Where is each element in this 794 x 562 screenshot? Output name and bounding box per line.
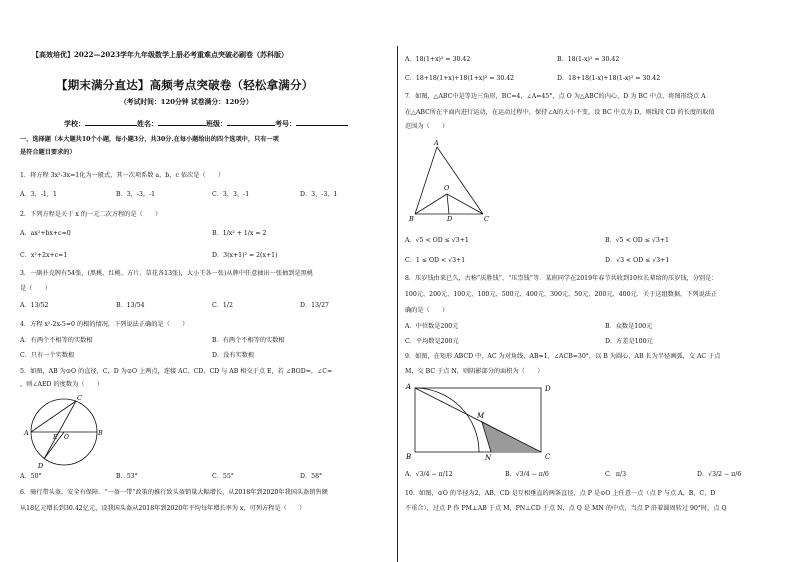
- q5-circle-figure: [22, 392, 102, 472]
- q3-option-b[interactable]: B．13/54: [116, 302, 145, 309]
- q9-label-c: C: [545, 453, 551, 461]
- section1-heading-cont: 是符合题目要求的）: [20, 149, 76, 156]
- q5-option-d[interactable]: D．58°: [300, 473, 323, 480]
- q9-option-c[interactable]: C．π/3: [605, 471, 627, 478]
- q5-label-c: C: [77, 394, 82, 402]
- q2-option-b[interactable]: B．1/x² + 1/x = 2: [212, 230, 267, 237]
- q7-stem-cont: 在△ABC所在平面内进行运动，在运动过程中，保持∠A的大小不变，设 BC 中点为 D，则线段 CD 的长度的取值: [405, 109, 715, 116]
- q5-label-b: B: [98, 429, 103, 437]
- q3-option-c[interactable]: C．1/2: [212, 302, 233, 309]
- q5-label-o: O: [64, 434, 69, 441]
- q9-stem: 9．如图，在矩形 ABCD 中，AC 为对角线，AB=1，∠ACB=30°，以 B 为圆心，AB 长为半径画弧，交 AC 于点: [405, 353, 721, 360]
- q5-stem: 5．如图，AB 为⊙O 的直径，C，D 为⊙O 上两点，连接 AC、CD，CD 与 AB 相交于点 E，若 ∠BOD=，∠C=: [20, 368, 333, 375]
- q9-label-b: B: [406, 453, 412, 461]
- q2-option-d[interactable]: D．3(x+1)² = 2(x+1): [212, 252, 278, 259]
- q3-stem-cont: 是（ ）: [20, 285, 51, 292]
- id-field[interactable]: [296, 119, 348, 126]
- name-label: 姓名：: [137, 119, 158, 128]
- q2-option-c[interactable]: C．x²+2x+c=1: [20, 252, 68, 259]
- q8-stem-cont: 100元、200元、100元、100元、500元、400元、300元、50元、200元、400元．关于这组数据，下列说法正: [405, 291, 718, 298]
- q8-stem: 8．压岁钱由来已久，古称“厌胜钱”、“压祟钱”等．某班同学在2019年春节共收到10位长辈给的压岁钱，分别是：: [405, 275, 718, 282]
- q8-stem-cont2: 确的是（ ）: [405, 307, 449, 314]
- q6-option-a[interactable]: A．18(1+x)² = 30.42: [405, 56, 471, 63]
- q8-option-b[interactable]: B．众数是100元: [605, 323, 653, 330]
- q8-option-a[interactable]: A．中位数是200元: [405, 323, 459, 330]
- q6-stem: 6．骑行带头盔，安全有保障．“一盔一带”政策的推行致头盔销量大幅增长，从2018年到2020年我国头盔销售额: [20, 489, 328, 496]
- id-label: 考号：: [275, 119, 296, 128]
- q1-option-d[interactable]: D．3，-3，1: [300, 191, 338, 198]
- q6-stem-cont: 从18亿元增长到30.42亿元，设我国头盔从2018年到2020年平均每年增长率为 x，可列方程是（ ）: [20, 505, 306, 512]
- q6-option-d[interactable]: D．18+18(1-x)+18(1-x)² = 30.42: [557, 75, 661, 82]
- q6-option-c[interactable]: C．18+18(1+x)+18(1+x)² = 30.42: [405, 75, 515, 82]
- q7-label-d: D: [447, 215, 453, 223]
- exam-info: （考试时间：120分钟 试卷满分：120分）: [120, 98, 253, 106]
- q3-stem: 3．一副扑克牌有54张，(黑桃、红桃、方片、草花各13张)，大小王各一张)从牌中任意抽出一张抽到是黑桃: [20, 270, 313, 277]
- q6-option-b[interactable]: B．18(1-x)² = 30.42: [557, 56, 620, 63]
- right-column: [397, 0, 794, 562]
- q7-label-a: A: [434, 139, 439, 147]
- q1-option-c[interactable]: C．3，3，-1: [212, 191, 250, 198]
- q9-option-d[interactable]: D．√3/2 − π/6: [697, 471, 742, 478]
- class-label: 班级：: [206, 119, 227, 128]
- q7-option-b[interactable]: B．√5 < OD ≤ √3+1: [605, 237, 669, 244]
- q9-label-n: N: [485, 454, 492, 462]
- q8-option-d[interactable]: D．方差是100元: [605, 338, 653, 345]
- q7-stem: 7．如图，△ABC中是等边三角形，BC=4，∠A=45°，点 O 为△ABC的内心，D 为 BC 中点，将图形绕点 A: [405, 93, 706, 100]
- paper-title: 【期末满分直达】高频考点突破卷（轻松拿满分）: [56, 78, 314, 92]
- q7-stem-cont2: 范围为（ ）: [405, 123, 449, 130]
- q9-label-a: A: [406, 383, 412, 391]
- q9-label-d: D: [545, 385, 551, 393]
- q5-label-e: E: [53, 434, 58, 441]
- section1-heading: 一、选择题（本大题共10个小题，每小题3分，共30分.在每小题给出的四个选项中，只有一项: [20, 136, 279, 143]
- series-header: 【高效培优】2022—2023学年九年级数学上册必考重难点突破必刷卷（苏科版）: [32, 50, 288, 59]
- school-field[interactable]: [85, 119, 137, 126]
- q7-option-d[interactable]: D．√3 < OD ≤ √3+1: [605, 257, 670, 264]
- q5-option-b[interactable]: B．53°: [116, 473, 138, 480]
- q5-label-d: D: [38, 462, 44, 470]
- q10-stem: 10．如图，⊙O 的半径为2，AB，CD 是互相垂直的两条直径，点 P 是⊙O 上任意一点（点 P 与点 A，B，C，D: [405, 490, 716, 497]
- q3-option-a[interactable]: A．13/52: [20, 302, 49, 309]
- q9-option-b[interactable]: B．√3/4 − π/6: [505, 471, 549, 478]
- q4-option-a[interactable]: A．有两个不相等的实数根: [20, 337, 93, 344]
- q9-stem-cont: M，交 BC 于点 N，则阴影部分的面积为（ ）: [405, 368, 544, 375]
- q1-option-a[interactable]: A．3，-1，1: [20, 191, 57, 198]
- q4-stem: 4．方程 x²-2x-5=0 的根的情况，下列说法正确的是（ ）: [20, 321, 189, 328]
- q1-option-b[interactable]: B．3，-3，-1: [116, 191, 156, 198]
- q5-stem-cont: ，则∠AED 的度数为（ ）: [20, 381, 103, 388]
- q5-label-a: A: [24, 429, 29, 437]
- school-label: 学校：: [64, 119, 85, 128]
- q7-option-a[interactable]: A．√5 < OD ≤ √3+1: [405, 237, 469, 244]
- q5-option-c[interactable]: C．55°: [212, 473, 234, 480]
- q7-label-b: B: [409, 215, 414, 223]
- q4-option-c[interactable]: C．只有一个实数根: [20, 352, 75, 359]
- q2-option-a[interactable]: A．ax²+bx+c=0: [20, 230, 71, 237]
- q8-option-c[interactable]: C．平均数是200元: [405, 338, 459, 345]
- student-info-row: [64, 119, 348, 128]
- q9-option-a[interactable]: A．√3/4 − π/12: [405, 471, 453, 478]
- q7-triangle-figure: [407, 138, 497, 222]
- q2-stem: 2．下列方程是关于 x 的一元二次方程的是（ ）: [20, 211, 162, 218]
- q10-stem-cont: 不重合），过点 P 作 PM⊥AB 于点 M，PN⊥CD 于点 N，点 Q 是 MN 的中点，当点 P 沿着圆周转过 90°时，点 Q: [405, 505, 727, 512]
- q9-label-m: M: [477, 412, 485, 420]
- q9-rectangle-figure: [403, 381, 563, 461]
- q4-option-d[interactable]: D．没有实数根: [212, 352, 255, 359]
- q3-option-d[interactable]: D．13/27: [300, 302, 329, 309]
- q7-label-c: C: [484, 215, 489, 223]
- q5-option-a[interactable]: A．50°: [20, 473, 42, 480]
- q4-option-b[interactable]: B．有两个不相等的实数根: [212, 337, 285, 344]
- q7-option-c[interactable]: C．1 ≤ OD < √3+1: [405, 257, 466, 264]
- q7-label-o: O: [444, 184, 450, 192]
- class-field[interactable]: [227, 119, 275, 126]
- q1-stem: 1．将方程 3x²-3x=1化为一般式，其一次项系数 a、b、c 依次是（ ）: [20, 172, 225, 179]
- name-field[interactable]: [158, 119, 206, 126]
